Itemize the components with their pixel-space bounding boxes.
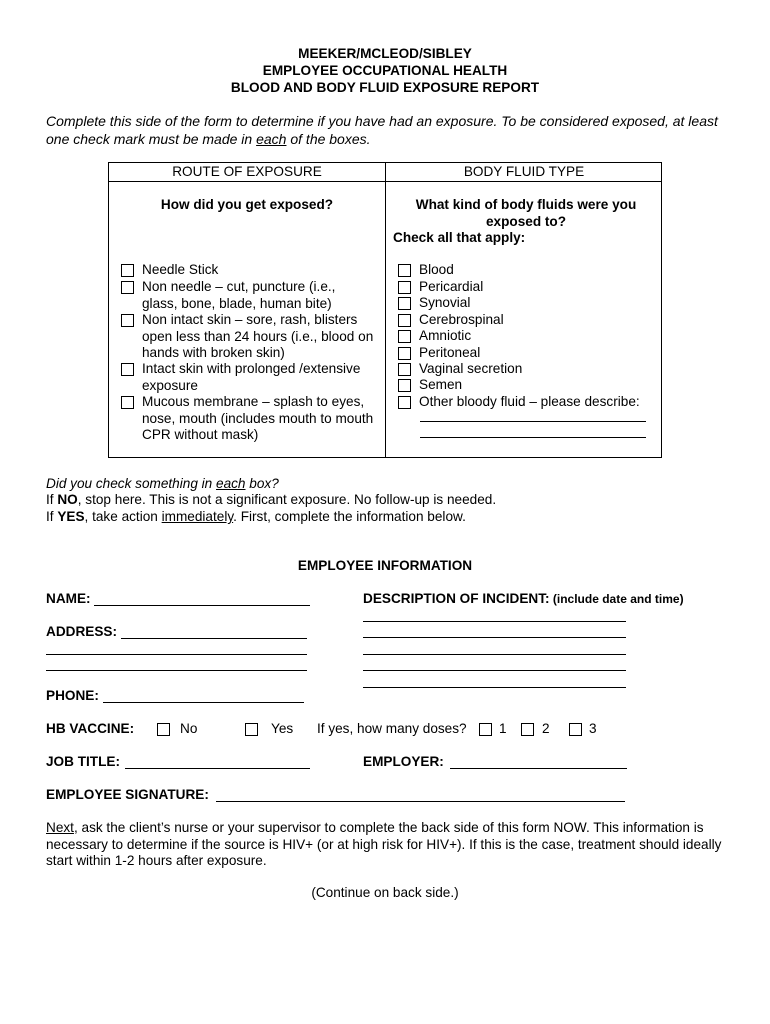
form-title-line-2: EMPLOYEE OCCUPATIONAL HEALTH — [262, 63, 508, 78]
fluid-option-label: Cerebrospinal — [419, 312, 504, 327]
intro-part-1: Complete this side of the form to determine if you have had an exposure. To be considered exposed, at least one check mark must be made in — [46, 113, 718, 147]
check-question-each: each — [216, 476, 246, 491]
fluid-checkbox[interactable] — [398, 314, 411, 327]
intro-part-2: of the boxes. — [286, 131, 371, 147]
employer-label: EMPLOYER: — [363, 754, 444, 769]
description-line-2[interactable] — [363, 637, 626, 638]
job-title-field[interactable] — [125, 768, 310, 769]
employee-info-title: EMPLOYEE INFORMATION — [297, 558, 473, 573]
route-option-label: Mucous membrane – splash to eyes, nose, mouth (includes mouth to mouth CPR without mask) — [142, 394, 374, 442]
description-label-text: DESCRIPTION OF INCIDENT: — [363, 591, 550, 606]
dose-2-checkbox[interactable] — [521, 723, 534, 736]
job-title-label: JOB TITLE: — [46, 754, 121, 769]
if-word: If — [46, 492, 58, 507]
route-checkbox[interactable] — [121, 363, 134, 376]
fluid-option-label: Pericardial — [419, 279, 484, 294]
dose-1-checkbox[interactable] — [479, 723, 492, 736]
fluid-option-label: Blood — [419, 262, 454, 277]
fluid-option-label: Semen — [419, 377, 463, 392]
no-word: NO — [57, 492, 78, 507]
description-line-4[interactable] — [363, 670, 626, 671]
route-option-label: Non needle – cut, puncture (i.e., glass, bone, blade, human bite) — [142, 279, 336, 311]
hb-no-checkbox[interactable] — [157, 723, 170, 736]
hb-yes-label: Yes — [271, 721, 294, 736]
if-yes-line — [46, 509, 466, 526]
route-option-label: Needle Stick — [142, 262, 219, 277]
signature-field[interactable] — [216, 801, 625, 802]
description-sub-label: (include date and time) — [549, 592, 684, 606]
yes-text-1: , take action — [84, 509, 162, 524]
address-field-line-2[interactable] — [46, 654, 307, 655]
fluid-header: BODY FLUID TYPE — [463, 164, 585, 179]
form-title-line-1: MEEKER/MCLEOD/SIBLEY — [298, 46, 472, 61]
if-word: If — [46, 509, 58, 524]
name-label: NAME: — [46, 591, 91, 606]
route-checkbox[interactable] — [121, 281, 134, 294]
yes-word: YES — [57, 509, 85, 524]
intro-text — [46, 112, 736, 148]
route-question: How did you get exposed? — [160, 197, 334, 212]
fluid-option-label: Peritoneal — [419, 345, 481, 360]
exposure-table — [108, 162, 662, 458]
name-field[interactable] — [94, 605, 310, 606]
dose-1-label: 1 — [499, 721, 507, 736]
dose-3-label: 3 — [589, 721, 597, 736]
fluid-question: What kind of body fluids were you exposed to? — [415, 197, 637, 229]
dose-2-label: 2 — [542, 721, 550, 736]
route-checkbox[interactable] — [121, 264, 134, 277]
other-fluid-describe-line-1[interactable] — [420, 421, 646, 422]
description-line-1[interactable] — [363, 621, 626, 622]
phone-field[interactable] — [103, 702, 304, 703]
description-line-5[interactable] — [363, 687, 626, 688]
fluid-checkbox[interactable] — [398, 347, 411, 360]
fluid-checkbox[interactable] — [398, 297, 411, 310]
check-question-part-1: Did you check something in — [46, 476, 217, 491]
doses-label: If yes, how many doses? — [317, 721, 467, 736]
fluid-check-all: Check all that apply: — [393, 230, 526, 245]
route-checkbox[interactable] — [121, 314, 134, 327]
other-fluid-describe-line-2[interactable] — [420, 437, 646, 438]
fluid-option-label: Vaginal secretion — [419, 361, 523, 376]
route-option-label: Non intact skin – sore, rash, blisters open less than 24 hours (i.e., blood on hands with broken skin) — [142, 312, 374, 360]
fluid-checkbox[interactable] — [398, 396, 411, 409]
address-field-line-1[interactable] — [121, 638, 307, 639]
route-option-label: Intact skin with prolonged /extensive exposure — [142, 361, 361, 393]
next-word: Next — [46, 820, 74, 835]
phone-label: PHONE: — [46, 688, 99, 703]
description-line-3[interactable] — [363, 654, 626, 655]
fluid-option-label: Other bloody fluid – please describe: — [419, 394, 640, 409]
fluid-checkbox[interactable] — [398, 264, 411, 277]
footer-text: , ask the client’s nurse or your supervisor to complete the back side of this form NOW. This information is necessary to determine if the source is HIV+ (or at high risk for HIV+). If this is the case, treatment should ideally start within 1-2 hours after exposure. — [46, 820, 722, 868]
fluid-option-label: Amniotic — [419, 328, 472, 343]
if-no-line — [46, 492, 496, 509]
dose-3-checkbox[interactable] — [569, 723, 582, 736]
intro-each: each — [256, 131, 287, 147]
hb-yes-checkbox[interactable] — [245, 723, 258, 736]
fluid-option-label: Synovial — [419, 295, 471, 310]
fluid-checkbox[interactable] — [398, 330, 411, 343]
yes-text-2: . First, complete the information below. — [233, 509, 466, 524]
continue-note: (Continue on back side.) — [311, 885, 459, 900]
route-checkbox[interactable] — [121, 396, 134, 409]
form-title-line-3: BLOOD AND BODY FLUID EXPOSURE REPORT — [230, 80, 540, 95]
table-header-divider — [109, 181, 661, 182]
fluid-checkbox[interactable] — [398, 281, 411, 294]
fluid-checkbox[interactable] — [398, 379, 411, 392]
hb-vaccine-label: HB VACCINE: — [46, 721, 135, 736]
signature-label: EMPLOYEE SIGNATURE: — [46, 787, 209, 802]
check-question-part-2: box? — [245, 476, 279, 491]
no-text: , stop here. This is not a significant exposure. No follow-up is needed. — [77, 492, 497, 507]
immediately-word: immediately — [161, 509, 234, 524]
hb-no-label: No — [180, 721, 198, 736]
route-header: ROUTE OF EXPOSURE — [172, 164, 322, 179]
address-field-line-3[interactable] — [46, 670, 307, 671]
fluid-checkbox[interactable] — [398, 363, 411, 376]
description-label — [363, 591, 684, 608]
check-question — [46, 476, 279, 493]
footer-instructions — [46, 820, 730, 870]
employer-field[interactable] — [450, 768, 627, 769]
address-label: ADDRESS: — [46, 624, 117, 639]
